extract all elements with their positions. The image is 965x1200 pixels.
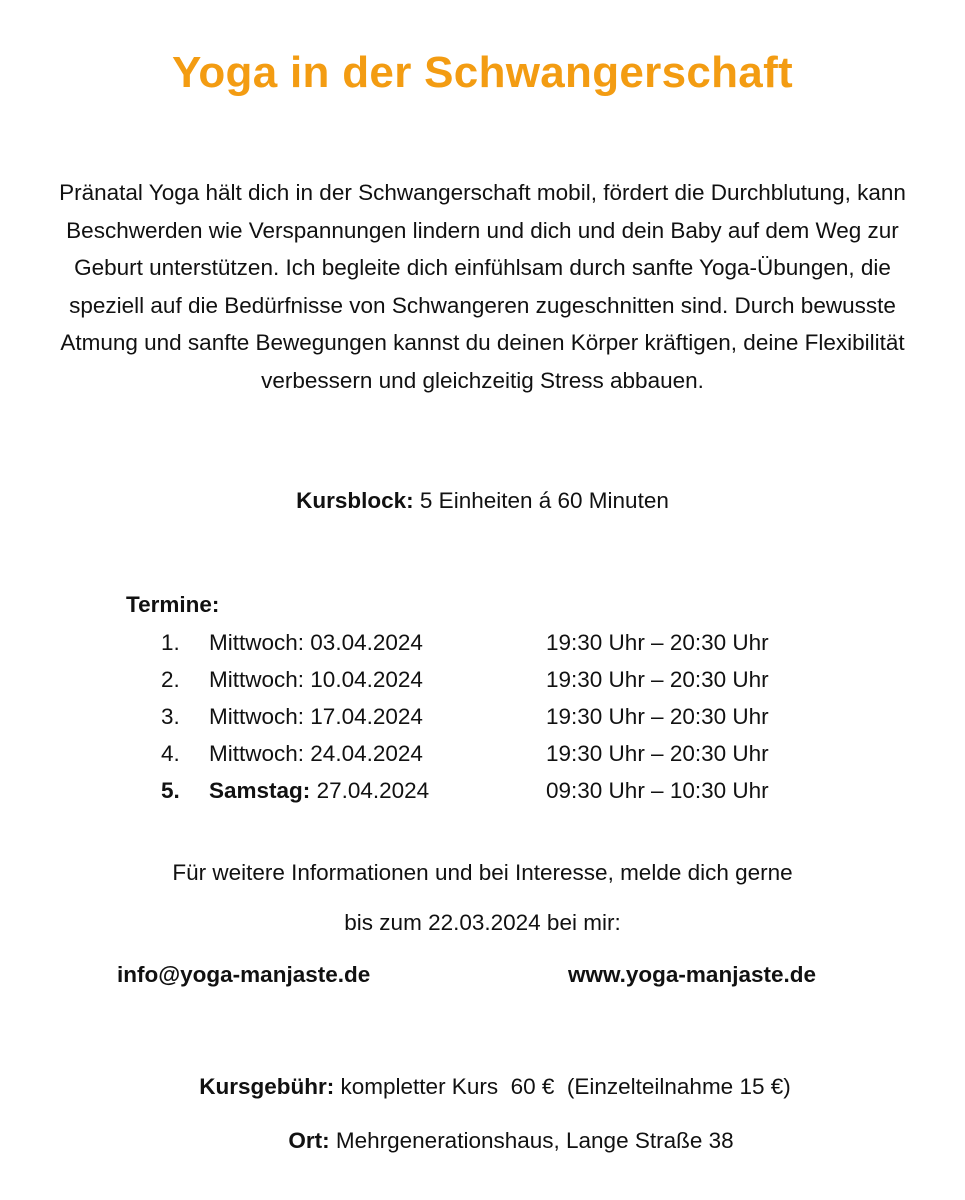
location-value: Mehrgenerationshaus, Lange Straße 38 — [335, 1128, 734, 1153]
termine-item-date — [209, 735, 423, 772]
page-title: Yoga in der Schwangerschaft — [172, 48, 793, 97]
location-label: Ort: — [288, 1128, 330, 1153]
termine-item — [0, 698, 965, 735]
termine-item-datevalue: 17.04.2024 — [310, 704, 423, 729]
termine-item-date — [209, 698, 423, 735]
termine-item-time: 19:30 Uhr – 20:30 Uhr — [546, 704, 769, 729]
termine-item-number: 3. — [161, 704, 180, 729]
course-fee-line — [0, 1074, 965, 1100]
termine-item-datevalue: 03.04.2024 — [310, 630, 423, 655]
termine-item — [0, 624, 965, 661]
termine-heading: Termine: — [126, 592, 220, 617]
termine-item-time: 19:30 Uhr – 20:30 Uhr — [546, 667, 769, 692]
termine-item-day: Mittwoch: — [209, 741, 305, 766]
contact-info-line1: Für weitere Informationen und bei Interesse, melde dich gerne — [172, 860, 793, 885]
course-fee-label: Kursgebühr: — [199, 1074, 335, 1099]
termine-list — [0, 624, 965, 809]
contact-website[interactable]: www.yoga-manjaste.de — [568, 962, 816, 987]
termine-item-datevalue: 24.04.2024 — [310, 741, 423, 766]
termine-item — [0, 772, 965, 809]
termine-item-time: 19:30 Uhr – 20:30 Uhr — [546, 741, 769, 766]
kursblock-value: 5 Einheiten á 60 Minuten — [419, 488, 669, 513]
termine-item-date — [209, 624, 423, 661]
termine-item-datevalue: 27.04.2024 — [316, 778, 430, 803]
termine-item — [0, 661, 965, 698]
kursblock-label: Kursblock: — [296, 488, 414, 513]
termine-item-date — [209, 772, 429, 809]
intro-paragraph: Pränatal Yoga hält dich in der Schwangerschaft mobil, fördert die Durchblutung, kann Beschwerden wie Verspannungen lindern und dich und dein Baby auf dem Weg zur Geburt unterstützen. Ich begleite dich einfühlsam durch sanfte Yoga-Übungen, die speziell auf die Bedürfnisse von Schwangeren zugeschnitten sind. Durch bewusste Atmung und sanfte Bewegungen kannst du deinen Körper kräftigen, deine Flexibilität verbessern und gleichzeitig Stress abbauen. — [59, 180, 906, 393]
termine-item-time: 09:30 Uhr – 10:30 Uhr — [546, 778, 769, 803]
termine-item-datevalue: 10.04.2024 — [310, 667, 423, 692]
termine-item — [0, 735, 965, 772]
termine-item-time: 19:30 Uhr – 20:30 Uhr — [546, 630, 769, 655]
course-fee-value: kompletter Kurs 60 € (Einzelteilnahme 15 €) — [340, 1074, 791, 1099]
termine-item-number: 4. — [161, 741, 180, 766]
contact-info-line2: bis zum 22.03.2024 bei mir: — [344, 910, 621, 935]
termine-item-day: Samstag: — [209, 778, 311, 803]
termine-item-day: Mittwoch: — [209, 704, 305, 729]
location-line — [0, 1128, 965, 1154]
termine-item-day: Mittwoch: — [209, 667, 305, 692]
termine-item-number: 5. — [161, 778, 180, 803]
termine-item-day: Mittwoch: — [209, 630, 305, 655]
termine-item-date — [209, 661, 423, 698]
termine-item-number: 2. — [161, 667, 180, 692]
contact-email[interactable]: info@yoga-manjaste.de — [117, 962, 371, 987]
kursblock-line — [0, 488, 965, 514]
termine-item-number: 1. — [161, 630, 180, 655]
